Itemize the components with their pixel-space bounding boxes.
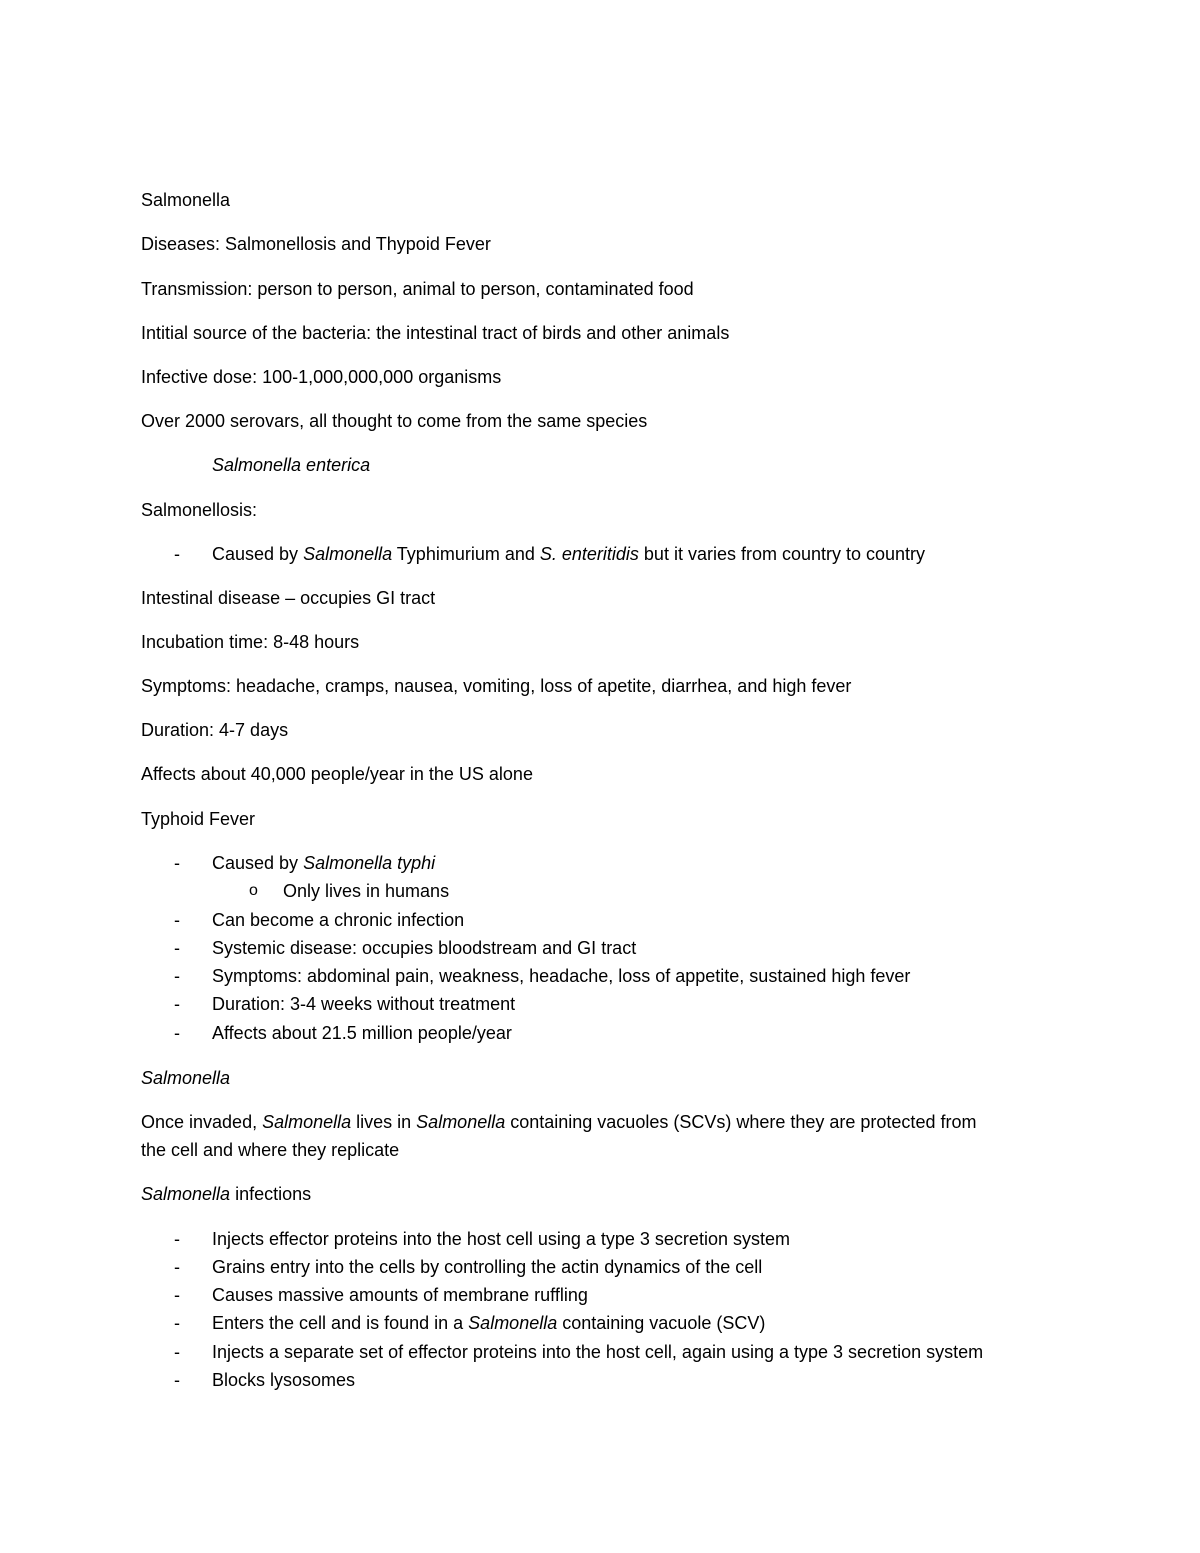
salmonellosis-duration-line: Duration: 4-7 days	[141, 720, 289, 740]
infection-item: Injects a separate set of effector proteins into the host cell, again using a type 3 secretion system	[212, 1342, 984, 1362]
invasion-paragraph-line1	[141, 1111, 976, 1133]
p1-mid: lives in	[351, 1112, 417, 1132]
species-name: Salmonella enterica	[212, 455, 371, 475]
bullet-dash: -	[174, 1285, 180, 1305]
typhoid-cause	[212, 852, 435, 874]
p1-genus2: Salmonella	[416, 1112, 506, 1132]
bullet-dash: -	[174, 1313, 180, 1333]
bullet-dash: -	[174, 1023, 180, 1043]
infection-item: Injects effector proteins into the host cell using a type 3 secretion system	[212, 1229, 790, 1249]
typhoid-duration-line: Duration: 3-4 weeks without treatment	[212, 994, 516, 1014]
bullet-dash: -	[174, 1257, 180, 1277]
cause-post: but it varies from country to country	[638, 544, 926, 564]
infection-item-scv	[212, 1312, 765, 1334]
bullet-dash: -	[174, 1370, 180, 1390]
salmonellosis-heading: Salmonellosis:	[141, 500, 258, 520]
infection-item: Causes massive amounts of membrane ruffling	[212, 1285, 588, 1305]
bullet-dash: -	[174, 853, 180, 873]
scv-post: containing vacuole (SCV)	[557, 1313, 766, 1333]
typhoid-heading: Typhoid Fever	[141, 809, 256, 829]
cause-species: S. enteritidis	[539, 544, 639, 564]
infective-dose-line: Infective dose: 100-1,000,000,000 organisms	[141, 367, 502, 387]
salmonellosis-affects-line: Affects about 40,000 people/year in the US alone	[141, 764, 533, 784]
typhoid-symptoms-line: Symptoms: abdominal pain, weakness, headache, loss of appetite, sustained high fever	[212, 966, 911, 986]
bullet-dash: -	[174, 994, 180, 1014]
initial-source-line: Intitial source of the bacteria: the intestinal tract of birds and other animals	[141, 323, 730, 343]
invasion-paragraph-line2: the cell and where they replicate	[141, 1140, 400, 1160]
salmonellosis-symptoms-line: Symptoms: headache, cramps, nausea, vomiting, loss of apetite, diarrhea, and high fever	[141, 676, 852, 696]
only-humans-line: Only lives in humans	[283, 881, 450, 901]
bullet-dash: -	[174, 1342, 180, 1362]
cause-mid: Typhimurium and	[392, 544, 540, 564]
p1-genus1: Salmonella	[262, 1112, 352, 1132]
bullet-dash: -	[174, 966, 180, 986]
transmission-line: Transmission: person to person, animal to person, contaminated food	[141, 279, 694, 299]
typhoid-cause-pre: Caused by	[212, 853, 304, 873]
infections-heading-genus: Salmonella	[141, 1184, 231, 1204]
p1-post: containing vacuoles (SCVs) where they are protected from	[505, 1112, 977, 1132]
chronic-line: Can become a chronic infection	[212, 910, 465, 930]
salmonella-heading	[141, 1067, 230, 1089]
infections-heading	[141, 1183, 311, 1205]
incubation-line: Incubation time: 8-48 hours	[141, 632, 360, 652]
serovars-line: Over 2000 serovars, all thought to come from the same species	[141, 411, 648, 431]
typhoid-affects-line: Affects about 21.5 million people/year	[212, 1023, 512, 1043]
species-line	[212, 454, 370, 476]
typhoid-cause-species: Salmonella typhi	[303, 853, 436, 873]
salmonella-heading-text: Salmonella	[141, 1068, 231, 1088]
intestinal-line: Intestinal disease – occupies GI tract	[141, 588, 436, 608]
diseases-line: Diseases: Salmonellosis and Thypoid Fever	[141, 234, 491, 254]
sub-bullet-marker: o	[249, 882, 258, 899]
infection-item: Blocks lysosomes	[212, 1370, 356, 1390]
infections-heading-post: infections	[230, 1184, 312, 1204]
cause-pre: Caused by	[212, 544, 304, 564]
infection-item: Grains entry into the cells by controlling the actin dynamics of the cell	[212, 1257, 763, 1277]
systemic-line: Systemic disease: occupies bloodstream and GI tract	[212, 938, 637, 958]
bullet-dash: -	[174, 938, 180, 958]
scv-pre: Enters the cell and is found in a	[212, 1313, 469, 1333]
bullet-dash: -	[174, 544, 180, 564]
bullet-dash: -	[174, 910, 180, 930]
p1-pre: Once invaded,	[141, 1112, 263, 1132]
bullet-dash: -	[174, 1229, 180, 1249]
scv-genus: Salmonella	[468, 1313, 558, 1333]
cause-genus: Salmonella	[303, 544, 393, 564]
doc-title: Salmonella	[141, 190, 231, 210]
salmonellosis-cause	[212, 543, 925, 565]
